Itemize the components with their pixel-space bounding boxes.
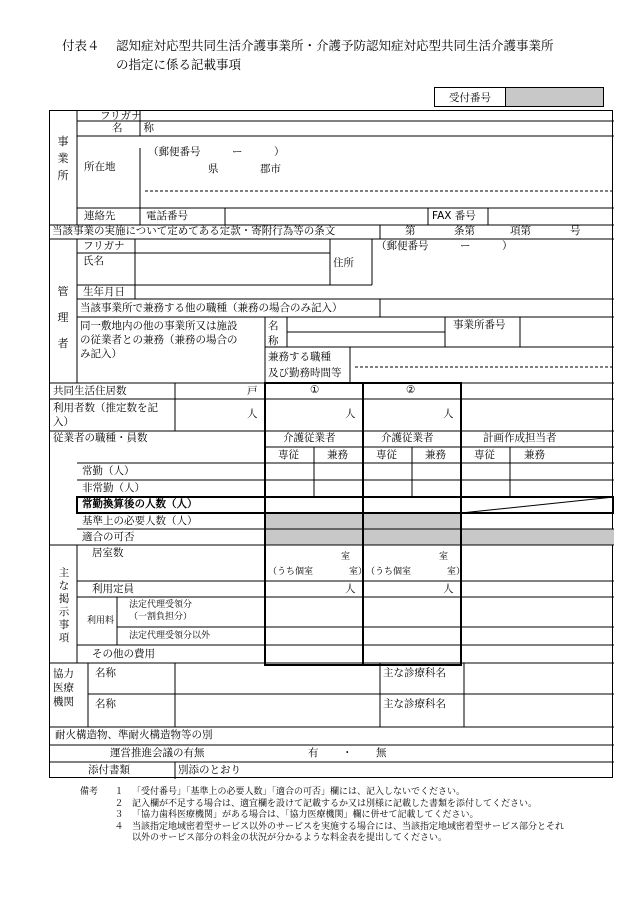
office-prefecture-label: 県 bbox=[208, 163, 219, 175]
private-rooms-1: （うち個室 室） bbox=[268, 567, 368, 577]
articles-kou: 項第 bbox=[510, 225, 531, 237]
manager-birthdate-label: 生年月日 bbox=[83, 286, 125, 298]
receipt-number-field[interactable] bbox=[506, 88, 603, 106]
office-city-label: 郡市 bbox=[260, 163, 281, 175]
required-staff-label: 基準上の必要人数（人） bbox=[82, 515, 198, 527]
attachments-label: 添付書類 bbox=[88, 764, 130, 776]
structure-label: 耐火構造物、準耐火構造物等の別 bbox=[55, 729, 213, 741]
staff-heading: 従業者の職種・員数 bbox=[53, 432, 148, 444]
care2-parttime: 兼務 bbox=[425, 449, 446, 461]
articles-label: 当該事業の実施について定めてある定款・寄附行為等の条文 bbox=[52, 225, 336, 237]
planner-fulltime: 専従 bbox=[474, 449, 495, 461]
care1-fulltime: 専従 bbox=[278, 449, 299, 461]
rooms-unit-2: 室 bbox=[439, 552, 449, 562]
unit-column-2: ② bbox=[406, 384, 416, 396]
planner-header: 計画作成担当者 bbox=[483, 432, 557, 444]
regular-staff-label: 常勤（人） bbox=[82, 465, 135, 477]
homes-label: 共同生活住居数 bbox=[53, 385, 127, 397]
facility-name-label: 名称 bbox=[268, 320, 279, 347]
office-contact-label: 連絡先 bbox=[84, 210, 116, 222]
meeting-yes[interactable]: 有 bbox=[308, 747, 319, 759]
users-unit-b: 人 bbox=[345, 408, 356, 420]
manager-name-label: 氏名 bbox=[83, 255, 104, 267]
articles-dai: 第 bbox=[405, 225, 416, 237]
form-number: 付表４ bbox=[62, 38, 100, 53]
medical-name-label-1: 名称 bbox=[95, 667, 116, 679]
manager-other-duty-label: 当該事業所で兼務する他の職種（兼務の場合のみ記入） bbox=[80, 302, 343, 314]
rooms-unit-1: 室 bbox=[341, 552, 351, 562]
note-2-text: 記入欄が不足する場合は、適宜欄を設けて記載するか又は別様に記載した書類を添付してください。 bbox=[132, 798, 538, 809]
receipt-number-box bbox=[434, 87, 604, 107]
manager-furigana-label: フリガナ bbox=[83, 240, 125, 252]
form-sheet bbox=[49, 110, 613, 778]
fee-proxy-line1: 法定代理受領分 bbox=[129, 600, 193, 610]
office-number-label: 事業所番号 bbox=[453, 319, 506, 331]
form-title bbox=[62, 36, 554, 74]
articles-jou: 条第 bbox=[454, 225, 475, 237]
capacity-unit-1: 人 bbox=[345, 583, 356, 595]
note-4-text-continued: 以外のサービス部分の料金の状況が分かるような料金表を提出してください。 bbox=[132, 833, 448, 843]
main-items-section-label: 主な掲示事項 bbox=[58, 567, 70, 644]
capacity-unit-2: 人 bbox=[443, 583, 454, 595]
care1-parttime: 兼務 bbox=[327, 449, 348, 461]
rooms-label: 居室数 bbox=[92, 547, 124, 559]
fee-proxy-line2: （一割負担分） bbox=[129, 612, 193, 622]
note-4-number: ４ bbox=[114, 821, 124, 832]
office-name-label: 名 称 bbox=[112, 122, 154, 134]
manager-postal-code: （郵便番号 ー ） bbox=[376, 240, 513, 252]
users-unit-a: 人 bbox=[247, 408, 258, 420]
fee-label: 利用料 bbox=[87, 616, 115, 626]
office-furigana-label: フリガナ bbox=[100, 110, 142, 122]
other-costs-label: その他の費用 bbox=[92, 648, 155, 660]
office-fax-label: FAX 番号 bbox=[432, 210, 476, 222]
nonregular-staff-label: 非常勤（人） bbox=[82, 482, 145, 494]
note-2-number: ２ bbox=[114, 798, 124, 809]
note-4-text: 当該指定地域密着型サービス以外のサービスを実施する場合には、当該指定地域密着型サービス部分とそれ bbox=[132, 821, 565, 832]
fee-proxy-label bbox=[129, 599, 192, 623]
manager-address-label: 住所 bbox=[333, 257, 354, 269]
manager-section-label: 管理者 bbox=[57, 285, 69, 350]
same-site-line2: の従業者との兼務（兼務の場合の bbox=[80, 334, 238, 346]
care-worker-2-header: 介護従業者 bbox=[381, 432, 434, 444]
medical-dept-label-2: 主な診療科名 bbox=[383, 698, 446, 710]
unit-column-1: ① bbox=[310, 384, 320, 396]
homes-unit: 戸 bbox=[247, 385, 258, 397]
users-unit-c: 人 bbox=[443, 408, 454, 420]
users-label: 利用者数（推定数を記入） bbox=[53, 402, 158, 428]
note-3-text: 「協力歯科医療機関」がある場合は、「協力医療機関」欄に併せて記載してください。 bbox=[132, 810, 479, 820]
note-3-number: ３ bbox=[114, 810, 124, 820]
title-line2: の指定に係る記載事項 bbox=[116, 57, 242, 72]
office-address-label: 所在地 bbox=[84, 161, 116, 173]
medical-name-label-2: 名称 bbox=[95, 698, 116, 710]
care-worker-1-header: 介護従業者 bbox=[283, 432, 336, 444]
planner-parttime: 兼務 bbox=[524, 449, 545, 461]
note-1-text: 「受付番号」「基準上の必要人数」「適合の可否」欄には、記入しないでください。 bbox=[132, 787, 466, 797]
fte-staff-label: 常勤換算後の人数（人） bbox=[82, 498, 198, 510]
concurrent-duty-line1: 兼務する職種 bbox=[268, 351, 331, 363]
same-site-line1: 同一敷地内の他の事業所又は施設 bbox=[80, 320, 238, 332]
meeting-separator: ・ bbox=[342, 747, 353, 759]
notes bbox=[80, 787, 622, 845]
notes-heading: 備考 bbox=[80, 787, 99, 797]
fee-other-label: 法定代理受領分以外 bbox=[129, 631, 211, 641]
note-1-number: １ bbox=[114, 787, 124, 797]
receipt-number-label: 受付番号 bbox=[435, 88, 506, 106]
attachments-value: 別添のとおり bbox=[178, 764, 241, 776]
office-phone-label: 電話番号 bbox=[146, 210, 188, 222]
manager-same-site-label bbox=[80, 319, 238, 361]
articles-gou: 号 bbox=[570, 225, 581, 237]
meeting-label: 運営推進会議の有無 bbox=[110, 747, 205, 759]
care2-fulltime: 専従 bbox=[376, 449, 397, 461]
concurrent-duty-label bbox=[268, 349, 342, 381]
private-rooms-2: （うち個室 室） bbox=[366, 567, 466, 577]
concurrent-duty-line2: 及び勤務時間等 bbox=[268, 367, 342, 379]
office-postal-code: （郵便番号 ー ） bbox=[148, 146, 285, 158]
medical-dept-label-1: 主な診療科名 bbox=[383, 667, 446, 679]
same-site-line3: み記入） bbox=[80, 348, 122, 360]
capacity-label: 利用定員 bbox=[92, 583, 134, 595]
compliance-label: 適合の可否 bbox=[82, 531, 135, 543]
form-grid bbox=[50, 111, 614, 779]
medical-section-label: 協力医療機関 bbox=[53, 668, 74, 708]
meeting-no[interactable]: 無 bbox=[376, 747, 387, 759]
office-section-label: 事業所 bbox=[57, 135, 69, 182]
title-line1: 認知症対応型共同生活介護事業所・介護予防認知症対応型共同生活介護事業所 bbox=[116, 38, 554, 53]
